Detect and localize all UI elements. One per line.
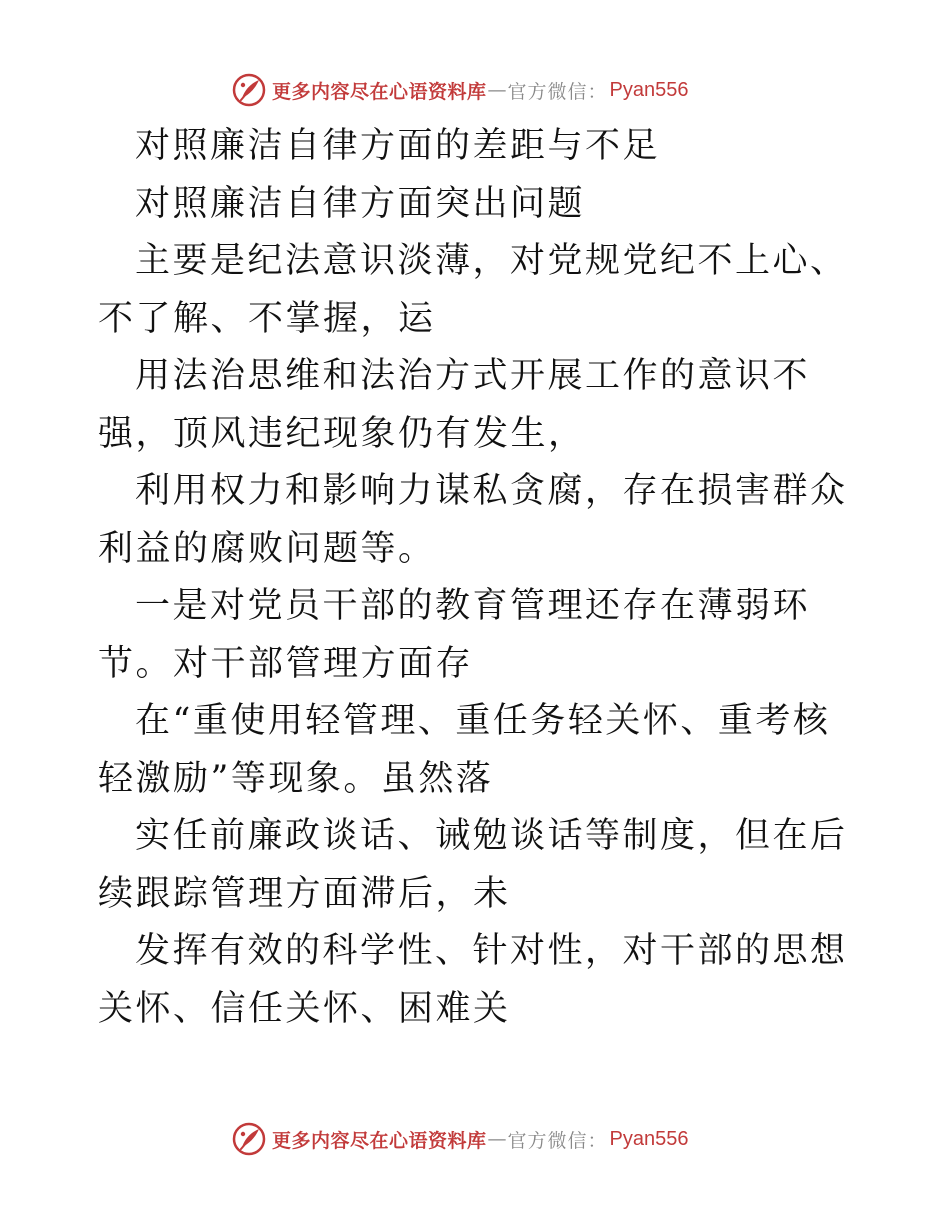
paragraph-1: 对照廉洁自律方面的差距与不足	[135, 126, 661, 166]
paragraph-8: 实任前廉政谈话、诫勉谈话等制度，但在后续跟踪管理方面滞后，未	[98, 816, 848, 914]
paragraph-6: 一是对党员干部的教育管理还存在薄弱环节。对干部管理方面存	[98, 586, 811, 684]
footer-banner	[232, 1121, 689, 1157]
header-separator: —	[487, 79, 507, 101]
header-wechat-label: 官方微信：	[507, 80, 608, 103]
quill-logo-icon	[232, 73, 266, 107]
paragraph-7: 在“重使用轻管理、重任务轻关怀、重考核轻激励”等现象。虽然落	[98, 701, 831, 799]
quill-logo-icon	[232, 1122, 266, 1156]
paragraph-2: 对照廉洁自律方面突出问题	[135, 183, 586, 224]
paragraph-9: 发挥有效的科学性、针对性，对干部的思想关怀、信任关怀、困难关	[98, 931, 848, 1029]
footer-separator: —	[487, 1128, 507, 1150]
footer-wechat-id: Pyan556	[609, 1127, 689, 1150]
document-body	[98, 118, 858, 1038]
footer-brand-text: 更多内容尽在心语资料库	[272, 1129, 487, 1152]
paragraph-5: 利用权力和影响力谋私贪腐，存在损害群众利益的腐败问题等。	[98, 471, 848, 569]
header-banner	[232, 72, 689, 108]
paragraph-3: 主要是纪法意识淡薄，对党规党纪不上心、不了解、不掌握，运	[98, 241, 848, 339]
paragraph-4: 用法治思维和法治方式开展工作的意识不强，顶风违纪现象仍有发生，	[98, 356, 811, 454]
header-brand-text: 更多内容尽在心语资料库	[272, 80, 487, 103]
footer-wechat-label: 官方微信：	[507, 1129, 608, 1152]
header-wechat-id: Pyan556	[609, 78, 689, 101]
